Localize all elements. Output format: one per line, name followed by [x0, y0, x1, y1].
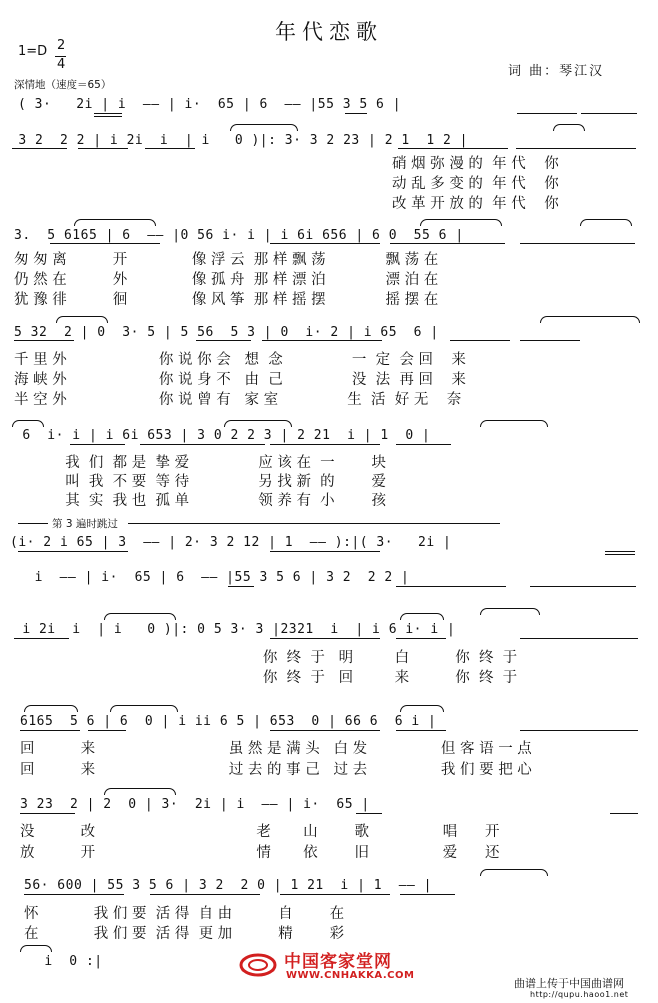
lyric-line: 千 里 外 你 说 你 会 想 念 一 定 会 回 来 [14, 352, 466, 368]
beam [262, 340, 382, 341]
tie [480, 869, 548, 876]
tempo-marking: 深情地（速度＝65） [14, 79, 112, 91]
tie [400, 705, 444, 712]
beam [94, 116, 122, 117]
beam [145, 148, 195, 149]
tie [110, 705, 178, 712]
lyric-line: 改 革 开 放 的 年 代 你 [392, 196, 559, 212]
beam [270, 638, 380, 639]
beam [530, 586, 636, 587]
tie [20, 945, 52, 952]
beam [20, 730, 80, 731]
beam [390, 243, 505, 244]
beam [150, 894, 260, 895]
beam [520, 730, 638, 731]
tie [74, 219, 156, 226]
song-title: 年代恋歌 [275, 20, 383, 44]
tie [104, 613, 176, 620]
beam [14, 638, 69, 639]
lyric-line: 在 我 们 要 活 得 更 加 精 彩 [24, 926, 345, 942]
footer-uploader: 曲谱上传于中国曲谱网 [514, 977, 624, 990]
tie [540, 316, 640, 323]
lyric-line: 动 乱 多 变 的 年 代 你 [392, 176, 559, 192]
beam [270, 551, 380, 552]
beam [605, 551, 635, 552]
notation-row-2: 3 2 2 2 | i 2i i | i 0 )|: 3· 3 2 23 | 2 1 1 2 | [10, 133, 468, 148]
beam [396, 730, 446, 731]
beam [140, 444, 265, 445]
tie [400, 613, 444, 620]
tie [480, 608, 540, 615]
lyric-line: 回 来 虽 然 是 满 头 白 发 但 客 语 一 点 [20, 741, 532, 757]
lyric-line: 你 终 于 回 来 你 终 于 [14, 670, 518, 686]
beam [18, 551, 128, 552]
beam [520, 638, 638, 639]
tie [104, 788, 176, 795]
lyric-line: 你 终 于 明 白 你 终 于 [14, 650, 518, 666]
tie [480, 420, 548, 427]
beam [94, 113, 122, 114]
tie [24, 705, 78, 712]
lyric-line: 其 实 我 也 孤 单 领 养 有 小 孩 [56, 493, 387, 509]
beam [581, 113, 637, 114]
beam [24, 894, 124, 895]
notation-row-12: i 0 :| [36, 954, 103, 969]
beam [12, 148, 67, 149]
beam [610, 813, 638, 814]
lyric-line: 半 空 外 你 说 曾 有 家 室 生 活 好 无 奈 [14, 392, 462, 408]
beam [396, 638, 446, 639]
beam [88, 730, 126, 731]
footer-url: http://qupu.haoo1.net [530, 990, 629, 999]
notation-row-11: 56· 600 | 55 3 5 6 | 3 2 2 0 | 1 21 i | 1 —— | [24, 878, 433, 893]
beam [78, 148, 128, 149]
watermark-logo [238, 950, 278, 980]
beam [270, 444, 380, 445]
beam [70, 444, 125, 445]
tie [56, 316, 108, 323]
beam [400, 894, 455, 895]
beam [356, 813, 382, 814]
beam [50, 243, 160, 244]
lyric-line: 仍 然 在 外 像 孤 舟 那 样 漂 泊 漂 泊 在 [14, 272, 439, 288]
beam [396, 586, 506, 587]
notation-row-1: ( 3· 2i | i —— | i· 65 | 6 —— |55 3 5 6 | [18, 97, 402, 112]
lyric-line: 海 峡 外 你 说 身 不 由 己 没 法 再 回 来 [14, 372, 466, 388]
notation-row-6: (i· 2 i 65 | 3 —— | 2· 3 2 12 | 1 —— ):|( 3· 2i | [10, 535, 452, 550]
lyric-line: 放 开 情 依 旧 爱 还 [20, 845, 500, 861]
beam [516, 148, 636, 149]
volta-line [18, 523, 48, 524]
beam [196, 340, 251, 341]
volta-label: 第 3 遍时跳过 [52, 518, 118, 530]
tie [230, 124, 298, 131]
beam [396, 444, 451, 445]
beam [14, 340, 74, 341]
notation-row-3: 3. 5 6165 | 6 —— |0 56 i· i | i 6i 656 | 6 0 55 6 | [14, 228, 464, 243]
lyric-line: 犹 豫 徘 徊 像 风 筝 那 样 摇 摆 摇 摆 在 [14, 292, 439, 308]
lyric-line: 怀 我 们 要 活 得 自 由 自 在 [24, 906, 345, 922]
tie [12, 420, 44, 427]
time-signature-denominator: 4 [57, 57, 66, 72]
notation-row-8: i 2i i | i 0 )|: 0 5 3· 3 |2321 i | i 6 i· i | [14, 622, 456, 637]
lyric-line: 匆 匆 离 开 像 浮 云 那 样 飘 荡 飘 荡 在 [14, 252, 439, 268]
notation-row-7: i —— | i· 65 | 6 —— |55 3 5 6 | 3 2 2 2 | [18, 570, 410, 585]
tie [580, 219, 632, 226]
lyric-line: 硝 烟 弥 漫 的 年 代 你 [392, 156, 559, 172]
key-signature: 1=D [18, 44, 48, 59]
watermark-text: 中国客家堂网 [284, 952, 392, 972]
beam [280, 894, 390, 895]
beam [398, 148, 508, 149]
time-signature-numerator: 2 [57, 38, 66, 53]
lyric-line: 叫 我 不 要 等 待 另 找 新 的 爱 [56, 474, 387, 490]
beam [520, 340, 580, 341]
beam [228, 586, 254, 587]
tie [420, 219, 502, 226]
notation-row-9: 6165 5 6 | 6 0 | i ii 6 5 | 653 0 | 66 6 6 i | [20, 714, 437, 729]
beam [605, 554, 635, 555]
lyric-line: 没 改 老 山 歌 唱 开 [20, 824, 500, 840]
composer-credit: 词 曲：琴江汉 [508, 64, 605, 79]
beam [450, 340, 510, 341]
lyric-line: 我 们 都 是 挚 爱 应 该 在 一 块 [56, 455, 387, 471]
tie [553, 124, 585, 131]
beam [270, 730, 380, 731]
watermark-url: WWW.CNHAKKA.COM [286, 970, 415, 981]
lyric-line: 回 来 过 去 的 事 己 过 去 我 们 要 把 心 [20, 762, 532, 778]
tie [224, 420, 292, 427]
beam [345, 113, 367, 114]
beam [20, 813, 75, 814]
notation-row-10: 3 23 2 | 2 0 | 3· 2i | i —— | i· 65 | [20, 797, 370, 812]
notation-row-4: 5 32 2 | 0 3· 5 | 5 56 5 3 | 0 i· 2 | i 65 6 | [14, 325, 439, 340]
beam [520, 243, 635, 244]
notation-row-5: 6 i· i | i 6i 653 | 3 0 2 2 3 | 2 21 i | 1 0 | [14, 428, 431, 443]
beam [517, 113, 577, 114]
volta-line [128, 523, 500, 524]
beam [270, 243, 380, 244]
